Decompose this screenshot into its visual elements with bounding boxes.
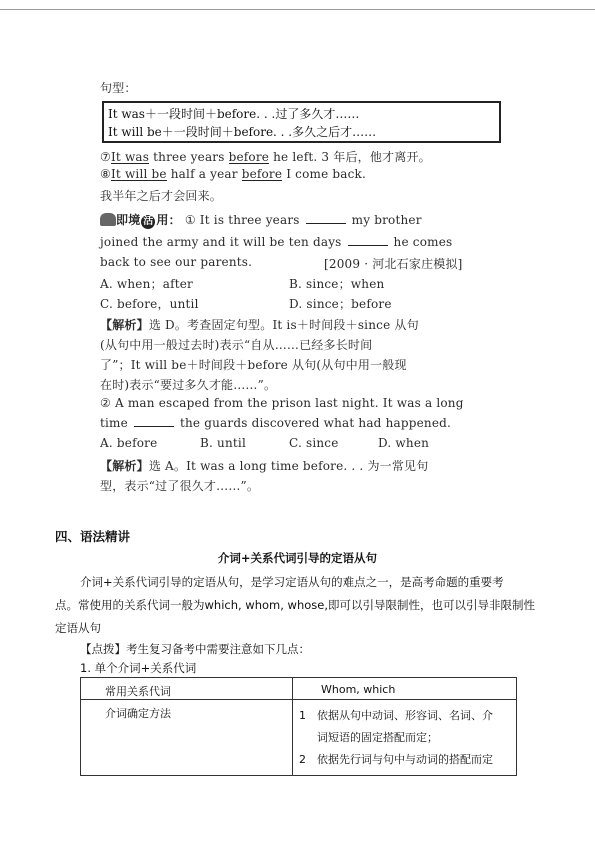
example-8-middle: half a year <box>166 167 242 181</box>
analysis-1-line-3: 了”；It will be＋时间段＋before 从句(从句中用一般现 <box>100 358 407 372</box>
practice-q1-line-3 <box>100 255 463 271</box>
q1-option-d: D. since；before <box>289 297 392 311</box>
example-8-translation: 我半年之后才会回来。 <box>100 189 223 203</box>
q1-options-row-2 <box>100 295 392 312</box>
section-title: 介词+关系代词引导的定语从句 <box>217 551 378 565</box>
q1-line2-end: he comes <box>393 235 453 249</box>
example-8-underlined-2: before <box>241 167 283 181</box>
q2-line-1: ② A man escaped from the prison last night. It was a long <box>100 396 464 410</box>
table-cell-methods <box>293 700 517 776</box>
q1-blank-2 <box>348 236 388 246</box>
example-8-rest: I come back. <box>282 167 367 181</box>
method-item <box>299 705 516 727</box>
q1-options-row-1 <box>100 275 385 292</box>
q1-option-c: C. before，until <box>100 297 199 311</box>
analysis-2-line-1 <box>100 457 428 474</box>
q1-start: ① It is three years <box>184 213 300 227</box>
example-8 <box>100 167 366 181</box>
table-row <box>81 700 517 776</box>
paragraph-line-2: 点。常使用的关系代词一般为which, whom, whose,即可以引导限制性，也可以引导非限制性 <box>55 598 536 612</box>
example-7-middle: three years <box>149 150 229 164</box>
analysis-1-line-1 <box>100 316 419 333</box>
section-heading: 四、语法精讲 <box>55 529 131 544</box>
pattern-heading: 句型： <box>100 81 137 95</box>
q2-blank <box>134 417 174 427</box>
analysis-2-text-1: 选 A。It was a long time before. . . 为一常见句 <box>148 459 429 473</box>
analysis-2-label: 【解析】 <box>100 459 149 473</box>
method-number: 2 <box>299 753 306 766</box>
example-7-underlined-2: before <box>228 150 270 164</box>
q2-option-a: A. before <box>100 436 158 450</box>
pronoun-table <box>80 677 517 776</box>
pattern-box-line-1: It was＋一段时间＋before. . .过了多久才…… <box>108 107 360 121</box>
analysis-1-line-4: 在时)表示“要过多久才能……”。 <box>100 378 277 392</box>
practice-huo-badge: 活 <box>143 216 154 227</box>
q1-line3: back to see our parents. <box>100 255 253 269</box>
example-7-rest: he left. 3 年后，他才离开。 <box>269 150 431 164</box>
analysis-2-line-2: 型，表示“过了很久才……”。 <box>100 479 260 493</box>
table-cell-value: Whom, which <box>293 678 517 700</box>
q1-end: my brother <box>351 213 422 227</box>
pattern-box <box>102 101 501 143</box>
example-7-underlined-1: It was <box>110 150 150 164</box>
q2-option-b: B. until <box>200 436 247 450</box>
analysis-1-line-2: (从句中用一般过去时)表示“自从……已经多长时间 <box>100 338 373 352</box>
pattern-box-line-2: It will be＋一段时间＋before. . .多久之后才…… <box>108 125 377 139</box>
method-number-spacer <box>299 727 317 749</box>
example-7 <box>100 148 431 165</box>
analysis-1-label: 【解析】 <box>100 318 149 332</box>
q2-option-c: C. since <box>289 436 339 450</box>
list-item-1: 1. 单个介词+关系代词 <box>80 661 197 675</box>
q2-line2-start: time <box>100 416 128 430</box>
practice-q1-line-1 <box>100 211 422 229</box>
q2-line-2 <box>100 416 451 430</box>
header-rule <box>0 9 595 10</box>
method-text-continued: 词短语的固定搭配而定； <box>317 731 438 744</box>
practice-q1-line-2 <box>100 235 452 249</box>
method-text: 依据先行词与句中与动词的搭配而定 <box>317 753 493 766</box>
practice-label-suffix: 用： <box>156 213 181 227</box>
table-cell-label: 介词确定方法 <box>81 700 293 776</box>
example-7-number: ⑦ <box>100 150 111 164</box>
q1-option-a: A. when；after <box>100 277 193 291</box>
q1-source: [2009 · 河北石家庄模拟] <box>324 257 463 271</box>
method-item <box>299 749 516 771</box>
example-8-underlined-1: It will be <box>110 167 167 181</box>
paragraph-line-3: 定语从句 <box>55 621 101 635</box>
practice-label: 即境 <box>116 213 141 227</box>
q1-option-b: B. since；when <box>289 277 385 291</box>
q2-line2-end: the guards discovered what had happened. <box>179 416 452 430</box>
tip-line: 【点拨】考生复习备考中需要注意如下几点： <box>80 642 310 656</box>
q2-options <box>100 436 430 450</box>
method-item-continuation <box>299 727 516 749</box>
table-row <box>81 678 517 700</box>
method-text: 依据从句中动词、形容词、名词、介 <box>317 709 493 722</box>
q2-option-d: D. when <box>378 436 430 450</box>
analysis-1-text-1: 选 D。考查固定句型。It is＋时间段＋since 从句 <box>148 318 419 332</box>
practice-icon <box>100 213 116 226</box>
paragraph-line-1: 介词+关系代词引导的定语从句，是学习定语从句的难点之一，是高考命题的重要考 <box>80 575 504 589</box>
method-number: 1 <box>299 709 306 722</box>
example-8-number: ⑧ <box>100 167 111 181</box>
q1-line2-start: joined the army and it will be ten days <box>100 235 342 249</box>
table-cell-label: 常用关系代词 <box>81 678 293 700</box>
q1-blank-1 <box>306 214 346 224</box>
